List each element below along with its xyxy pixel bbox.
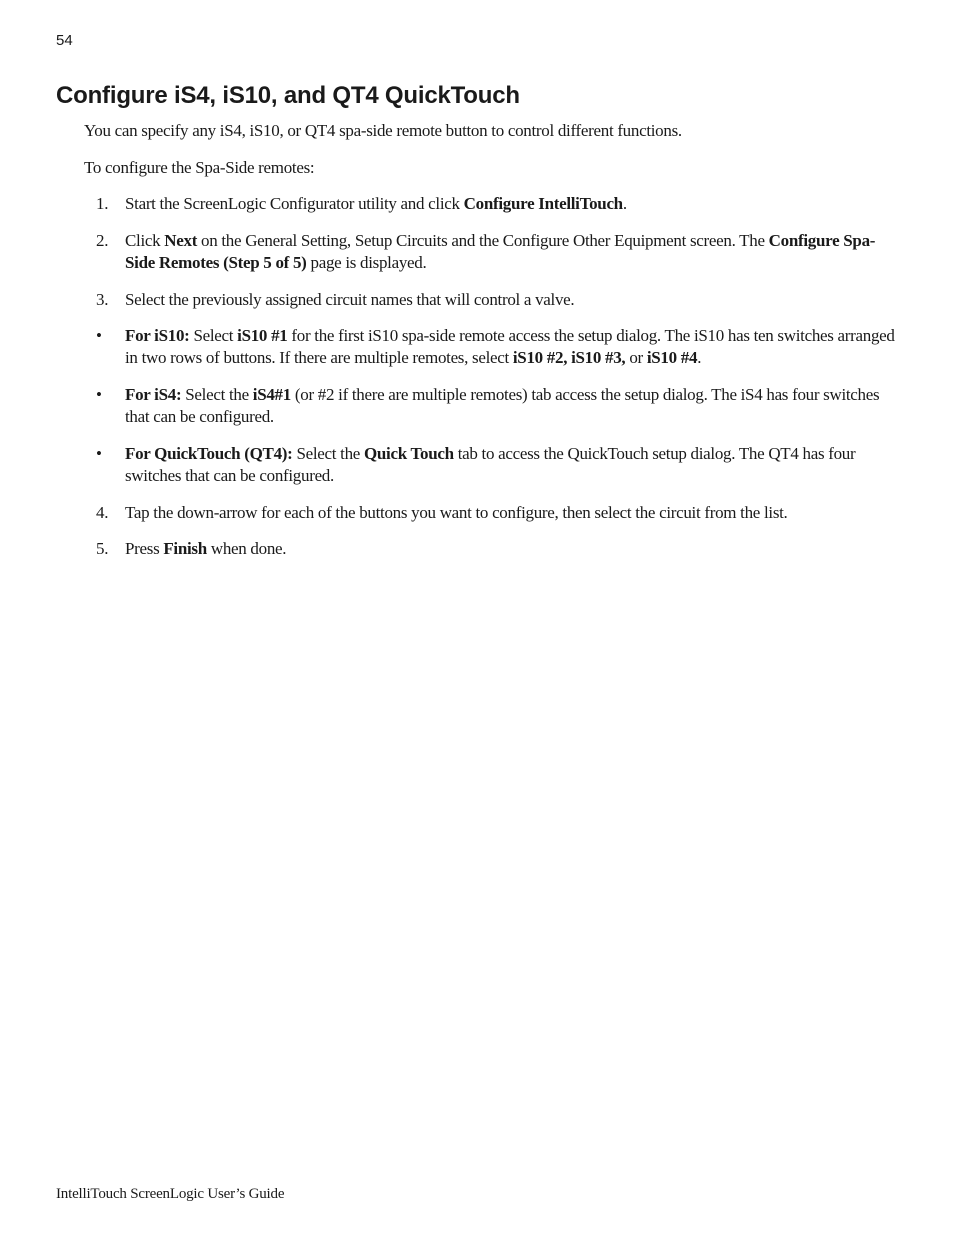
page-number: 54 bbox=[56, 32, 73, 49]
bold-text: iS10 #2, iS10 #3, bbox=[512, 348, 626, 367]
footer-guide-title: IntelliTouch ScreenLogic User’s Guide bbox=[56, 1186, 285, 1202]
bullet-marker: • bbox=[96, 326, 102, 345]
step-marker: 1. bbox=[96, 194, 109, 213]
bullet-text bbox=[125, 443, 896, 487]
text-run: (or #2 if there are multiple remotes) tab access the setup dialog. The iS4 has four switches that can be configured. bbox=[125, 385, 880, 426]
bold-text: iS4#1 bbox=[252, 385, 291, 404]
bold-text: Finish bbox=[163, 539, 207, 558]
text-run: Select the bbox=[292, 444, 364, 463]
text-run: Click bbox=[125, 231, 165, 250]
step-marker: 5. bbox=[96, 539, 109, 558]
bullet-text bbox=[125, 384, 896, 428]
lead-in-paragraph: To configure the Spa-Side remotes: bbox=[84, 158, 315, 177]
text-run: Start the ScreenLogic Configurator utility and click bbox=[125, 194, 464, 213]
bold-text: Next bbox=[164, 231, 198, 250]
bullet-text bbox=[125, 325, 896, 369]
step-text bbox=[125, 230, 896, 274]
text-run: Tap the down-arrow for each of the buttons you want to configure, then select the circuit from the list. bbox=[125, 503, 788, 522]
bold-text: Quick Touch bbox=[363, 444, 454, 463]
text-run: tab to access the QuickTouch setup dialog. The QT4 has four switches that can be configured. bbox=[125, 444, 856, 485]
step-text bbox=[125, 502, 896, 524]
step-marker: 3. bbox=[96, 290, 109, 309]
bold-text: For iS4: bbox=[125, 385, 182, 404]
section-heading: Configure iS4, iS10, and QT4 QuickTouch bbox=[56, 82, 520, 109]
bold-text: iS10 #1 bbox=[237, 326, 288, 345]
text-run: or bbox=[625, 348, 647, 367]
bold-text: Configure Spa-Side Remotes (Step 5 of 5) bbox=[125, 231, 876, 272]
text-run: on the General Setting, Setup Circuits and the Configure Other Equipment screen. The bbox=[197, 231, 769, 250]
step-marker: 4. bbox=[96, 503, 109, 522]
bold-text: For QuickTouch (QT4): bbox=[125, 444, 293, 463]
text-run: Select bbox=[189, 326, 238, 345]
bullet-marker: • bbox=[96, 385, 102, 404]
text-run: . bbox=[697, 348, 702, 367]
step-text bbox=[125, 289, 896, 311]
text-run: Press bbox=[125, 539, 164, 558]
bold-text: For iS10: bbox=[125, 326, 190, 345]
text-run: . bbox=[622, 194, 627, 213]
text-run: Select the bbox=[181, 385, 253, 404]
step-text bbox=[125, 538, 896, 560]
text-run: page is displayed. bbox=[306, 253, 427, 272]
bold-text: Configure IntelliTouch bbox=[463, 194, 623, 213]
text-run: Select the previously assigned circuit names that will control a valve. bbox=[125, 290, 575, 309]
text-run: for the first iS10 spa-side remote access the setup dialog. The iS10 has ten switches arranged in two rows of buttons. If there are multiple remotes, select bbox=[125, 326, 895, 367]
step-marker: 2. bbox=[96, 231, 109, 250]
intro-paragraph: You can specify any iS4, iS10, or QT4 spa-side remote button to control different functions. bbox=[84, 121, 682, 140]
bold-text: iS10 #4 bbox=[646, 348, 698, 367]
bullet-marker: • bbox=[96, 444, 102, 463]
step-text bbox=[125, 193, 896, 215]
text-run: when done. bbox=[206, 539, 287, 558]
